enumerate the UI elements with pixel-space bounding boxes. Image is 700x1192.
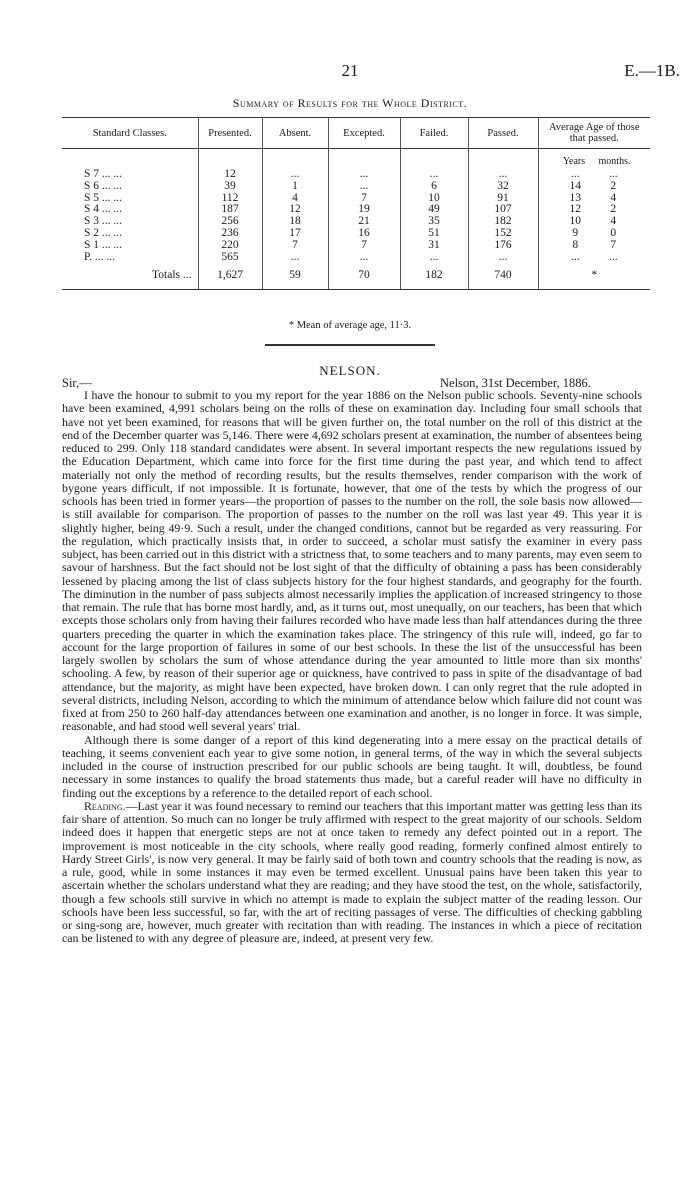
table-row [62,193,650,205]
table-row [62,204,650,216]
age-years: 14 [569,179,581,192]
total-presented: 1,627 [198,263,262,290]
age-months: 2 [610,179,617,192]
total-failed: 182 [400,263,468,290]
table-row [62,216,650,228]
failed-cell: 51 [400,228,468,240]
summary-table [62,117,650,290]
reading-heading: Reading.— [84,798,138,813]
table-footnote: * Mean of average age, 11·3. [288,320,412,331]
table-header-row [62,118,650,149]
page-reference: E.—1B. [624,61,680,80]
passed-cell: 107 [468,204,538,216]
section-heading: NELSON. [319,363,381,378]
class-cell: S 1 ... ... [62,240,198,252]
paragraph [62,800,642,946]
age-cell [538,204,650,216]
paragraph: I have the honour to submit to you my report for the year 1886 on the Nelson public schools. Seventy-nine schools have been examined, 4,991 scholars being on the rolls of these on examination day. Including four small schools that have not yet been examined, for reasons that will be given further on, the total number on the roll of this district at the end of the December quarter was 5,146. There were 4,692 scholars present at examination, the number of absentees being reduced to 299. Only 118 standard candidates were absent. In several important respects the new regulations issued by the Education Department, which came into force for the first time during the past year, and which tend to affect materially not only the method of recording results, but the results themselves, render comparison with the work of bygone years difficult, if not impossible. It is fortunate, however, that one of the tests by which the progress of our schools has been tried in former years—the proportion of passes to the number on the roll, the sole basis now allowed—is still available for comparison. The proportion of passes to the number on the roll was last year 49. This year it is slightly higher, being 49·9. Such a result, under the changed conditions, cannot but be regarded as very reassuring. For the regulation, which practically insists that, in order to succeed, a scholar must satisfy the examiner in every pass subject, has been carried out in this district with a strictness that, to some teachers and to many parents, may even seem to savour of harshness. But the fact should not be lost sight of that the difficulty of obtaining a pass has been considerably lessened by placing among the list of class subjects history for the four highest standards, and geography for the fourth. The diminution in the number of pass subjects almost necessarily implies the application of increased stringency to those that remain. The rule that has borne most hardly, and, as it turns out, most unequally, on our teachers, has been that which excepts those scholars only from having their failures recorded who have made less than half attendances during the three quarters preceding the quarter in which the examination takes place. The stringency of this rule will, indeed, go far to account for the large proportion of failures in some of our best schools. In these the list of the unsuccessful has been largely swollen by scholars the sum of whose attendance during the year amounted to little more than six months' schooling. A few, by reason of their superior age or quickness, have contrived to pass in spite of the disadvantage of bad attendance, but the majority, as might have been expected, have broken down. I can only regret that the rule adopted in several districts, including Nelson, according to which the minimum of attendance below which failure did not count was fixed at from 250 to 260 half-day attendances between one examination and another, is no longer in force. It was simple, reasonable, and had stood well several years' trial. [62,388,642,734]
failed-cell: 35 [400,216,468,228]
presented-cell: 187 [198,204,262,216]
presented-cell: 256 [198,216,262,228]
section-divider [265,344,435,346]
age-months: 0 [610,226,617,239]
age-months: 2 [610,203,617,216]
age-cell [538,228,650,240]
dateline: Nelson, 31st December, 1886. [440,376,591,390]
age-years: ... [570,250,580,263]
class-cell: S 5 ... ... [62,193,198,205]
excepted-cell: 7 [328,193,400,205]
column-header: Failed. [400,118,468,149]
class-cell: S 4 ... ... [62,204,198,216]
class-cell: S 2 ... ... [62,228,198,240]
presented-cell: 12 [198,169,262,181]
years-unit: Years [562,156,586,168]
failed-cell: ... [400,169,468,181]
table-row [62,240,650,252]
salutation: Sir,— [62,376,92,390]
absent-cell: ... [262,252,328,264]
column-header: Standard Classes. [62,118,198,149]
column-header: Absent. [262,118,328,149]
age-cell [538,181,650,193]
table-title [0,96,700,111]
class-cell: P. ... ... [62,252,198,264]
passed-cell: 182 [468,216,538,228]
passed-cell: 152 [468,228,538,240]
age-months: ... [608,168,618,180]
age-years: 10 [569,215,581,228]
class-cell: S 3 ... ... [62,216,198,228]
absent-cell: 17 [262,228,328,240]
excepted-cell: 21 [328,216,400,228]
paragraph: Although there is some danger of a report of this kind degenerating into a mere essay on the practical details of teaching, it seems convenient each year to give some notion, in general terms, of the way in which the several subjects included in the course of instruction prescribed for our public schools are being taught. It will, doubtless, be found necessary in some instances to qualify the broad statements thus made, but a careful reader will have no difficulty in finding out the exceptions by a reference to the detailed report of each school. [62,732,642,800]
table-row [62,228,650,240]
absent-cell: ... [262,169,328,181]
absent-cell: 7 [262,240,328,252]
excepted-cell: 16 [328,228,400,240]
presented-cell: 112 [198,193,262,205]
totals-label: Totals ... [62,263,198,290]
report-body [62,389,642,946]
passed-cell: ... [468,169,538,181]
absent-cell: 1 [262,181,328,193]
absent-cell: 12 [262,204,328,216]
excepted-cell: ... [328,169,400,181]
age-months: 7 [610,238,617,251]
passed-cell: 176 [468,240,538,252]
excepted-cell: 19 [328,204,400,216]
failed-cell: 10 [400,193,468,205]
table-title-text: Summary of Results for the Whole District. [232,96,468,110]
age-cell [538,240,650,252]
age-cell [538,169,650,181]
passed-cell: 32 [468,181,538,193]
table-row [62,181,650,193]
age-years: 13 [569,191,581,204]
presented-cell: 39 [198,181,262,193]
total-excepted: 70 [328,263,400,290]
total-age-marker: * [538,263,650,290]
failed-cell: 49 [400,204,468,216]
age-years: ... [570,168,580,180]
failed-cell: 31 [400,240,468,252]
passed-cell: ... [468,252,538,264]
age-years: 12 [569,203,581,216]
totals-row [62,263,650,290]
total-absent: 59 [262,263,328,290]
absent-cell: 18 [262,216,328,228]
page-number: 21 [341,61,359,80]
age-months: ... [608,250,618,263]
failed-cell: 6 [400,181,468,193]
class-cell: S 7 ... ... [62,169,198,181]
table-row [62,169,650,181]
presented-cell: 220 [198,240,262,252]
units-row [62,149,650,170]
reading-paragraph-text: Last year it was found necessary to remind our teachers that this important matter was getting less than its fair share of attention. So much can no longer be truly affirmed with respect to the great majority of our schools. Seldom indeed does it happen that energetic steps are not at once taken to remedy any defect pointed out in a report. The improvement is most noticeable in the city schools, where really good reading, formerly confined almost entirely to Hardy Street Girls', is now very general. It may be fairly said of both town and country schools that the reading is now, as a rule, good, while in some instances it may even be termed excellent. Unusual pains have been taken this year to ascertain whether the scholars understand what they are reading; and they have stood the test, on the whole, satisfactorily, though a few schools still survive in which no attempt is made to explain the subject matter of the reading lesson. Our schools have been less successful, so far, with the art of reciting passages of verse. The difficulties of checking gabbling or sing-song are, however, much greater with recitation than with reading. The instances in which a piece of recitation can be listened to with any degree of pleasure are, indeed, at present very few. [62,798,642,946]
presented-cell: 236 [198,228,262,240]
passed-cell: 91 [468,193,538,205]
months-unit: months. [598,156,631,168]
excepted-cell: ... [328,252,400,264]
class-cell: S 6 ... ... [62,181,198,193]
table-row [62,252,650,264]
age-years: 9 [572,226,579,239]
column-header: Excepted. [328,118,400,149]
age-months: 4 [610,215,617,228]
age-months: 4 [610,191,617,204]
age-cell [538,193,650,205]
column-header: Presented. [198,118,262,149]
excepted-cell: ... [328,181,400,193]
presented-cell: 565 [198,252,262,264]
absent-cell: 4 [262,193,328,205]
column-header: Passed. [468,118,538,149]
age-cell [538,216,650,228]
age-years: 8 [572,238,579,251]
failed-cell: ... [400,252,468,264]
column-header: Average Age of those that passed. [538,118,650,149]
age-cell [538,252,650,264]
total-passed: 740 [468,263,538,290]
excepted-cell: 7 [328,240,400,252]
